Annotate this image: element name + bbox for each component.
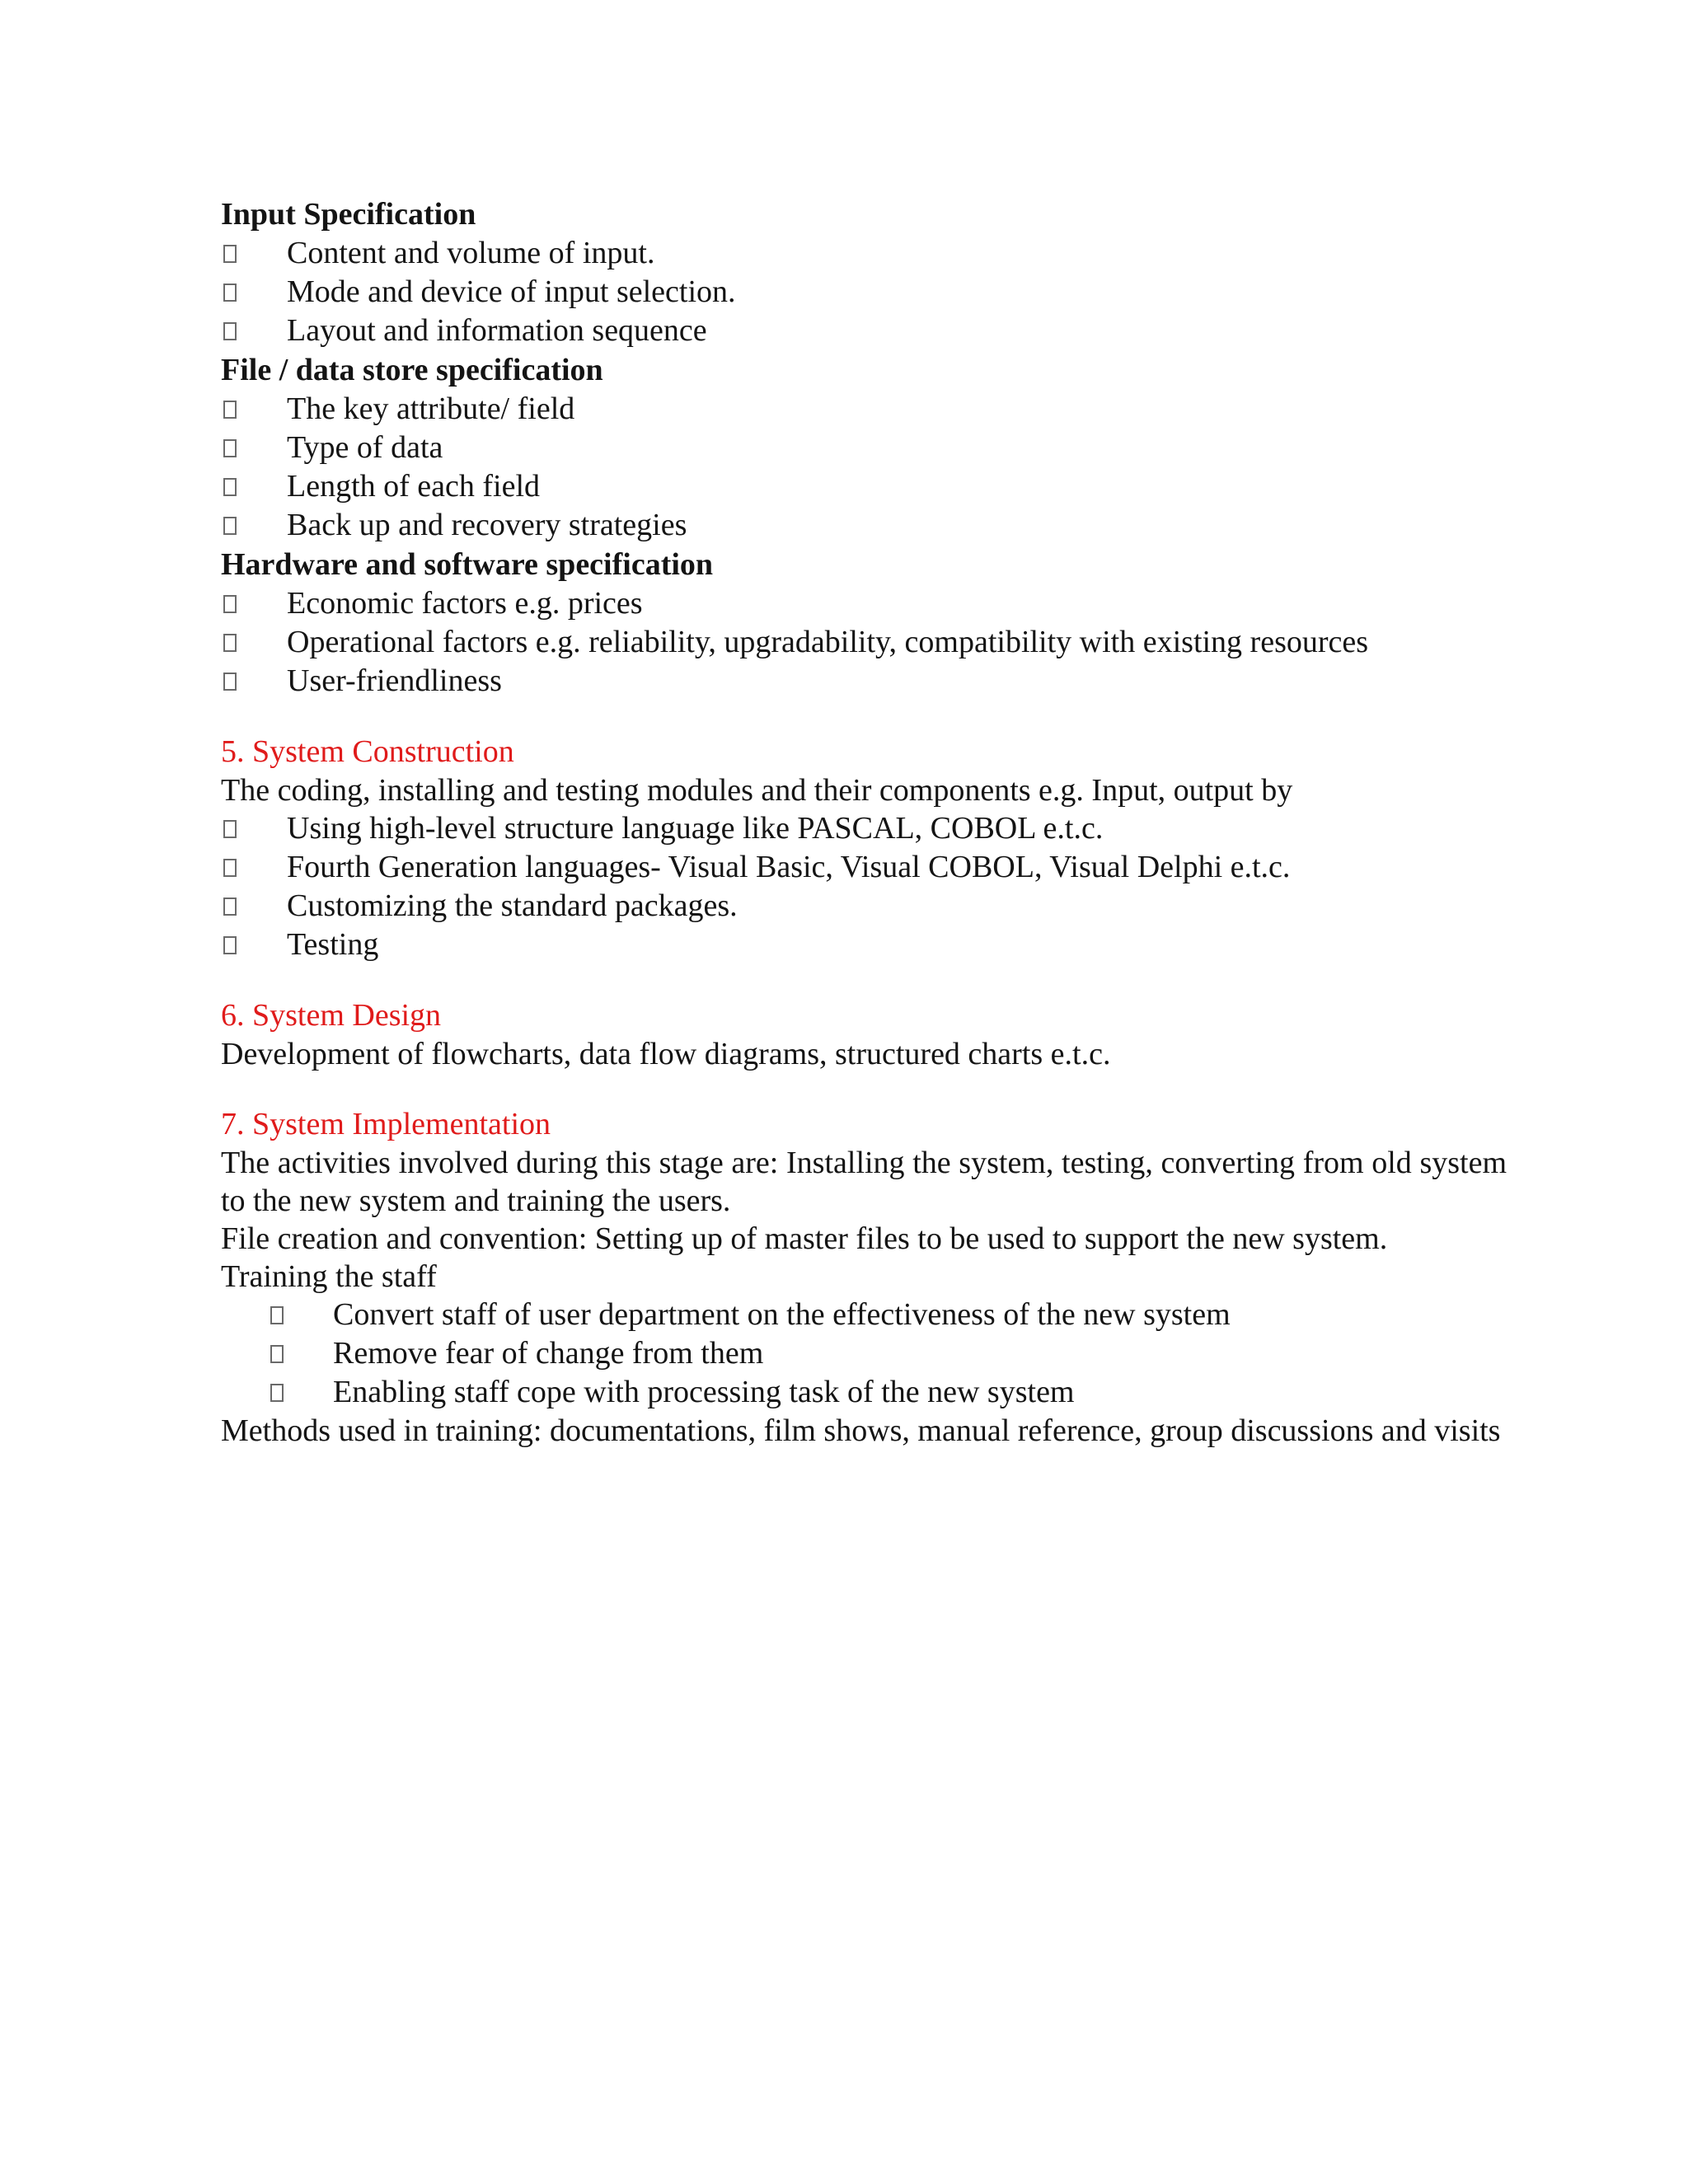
list-item-text: Customizing the standard packages. [287, 888, 738, 923]
construction-intro: The coding, installing and testing modules and their components e.g. Input, output by [221, 773, 1293, 808]
list-item-text: Operational factors e.g. reliability, upgradability, compatibility with existing resources [287, 625, 1369, 659]
checkbox-bullet-icon [223, 284, 237, 302]
list-item-text: Fourth Generation languages- Visual Basic, Visual COBOL, Visual Delphi e.t.c. [287, 850, 1291, 884]
list-item [221, 234, 1507, 273]
list-item-text: Economic factors e.g. prices [287, 586, 643, 621]
checkbox-bullet-icon [223, 820, 237, 838]
list-item-text: Remove fear of change from them [333, 1336, 764, 1371]
list-item [221, 273, 1507, 312]
list-item [221, 429, 1507, 467]
implementation-section-title: 7. System Implementation [221, 1107, 551, 1141]
checkbox-bullet-icon [223, 634, 237, 652]
checkbox-bullet-icon [223, 898, 237, 916]
checkbox-bullet-icon [223, 517, 237, 535]
implementation-paragraph: The activities involved during this stage are: Installing the system, testing, converting from old system to the new system and training the users. [221, 1146, 1507, 1218]
checkbox-bullet-icon [223, 439, 237, 457]
checkbox-bullet-icon [223, 936, 237, 954]
list-item-text: User-friendliness [287, 663, 502, 698]
list-item [221, 662, 1507, 701]
list-item-text: Content and volume of input. [287, 236, 655, 270]
list-item [221, 809, 1507, 848]
training-label: Training the staff [221, 1259, 437, 1294]
list-item-text: Using high-level structure language like PASCAL, COBOL e.t.c. [287, 811, 1104, 846]
list-item [221, 584, 1507, 623]
design-section-title: 6. System Design [221, 998, 442, 1033]
input-spec-list [221, 234, 1507, 350]
checkbox-bullet-icon [223, 859, 237, 877]
checkbox-bullet-icon [223, 322, 237, 340]
checkbox-bullet-icon [270, 1306, 284, 1324]
checkbox-bullet-icon [270, 1384, 284, 1402]
list-item [221, 312, 1507, 350]
list-item-text: Layout and information sequence [287, 313, 707, 348]
list-item-text: Back up and recovery strategies [287, 508, 687, 542]
input-spec-heading: Input Specification [221, 197, 476, 232]
list-item-text: Enabling staff cope with processing task of the new system [333, 1375, 1075, 1409]
list-item [221, 623, 1507, 662]
list-item-text: Type of data [287, 430, 443, 465]
list-item-text: The key attribute/ field [287, 391, 575, 426]
training-methods-paragraph: Methods used in training: documentations, film shows, manual reference, group discussions and visits [221, 1413, 1501, 1448]
checkbox-bullet-icon [270, 1345, 284, 1363]
checkbox-bullet-icon [223, 673, 237, 691]
list-item [221, 926, 1507, 964]
list-item [221, 1296, 1507, 1334]
checkbox-bullet-icon [223, 401, 237, 419]
list-item [221, 506, 1507, 545]
file-spec-list [221, 390, 1507, 545]
checkbox-bullet-icon [223, 478, 237, 496]
list-item [221, 390, 1507, 429]
list-item [221, 1373, 1507, 1412]
training-list [221, 1296, 1507, 1412]
construction-section-title: 5. System Construction [221, 734, 514, 769]
list-item [221, 848, 1507, 887]
list-item [221, 887, 1507, 926]
document-content [221, 194, 1507, 1450]
checkbox-bullet-icon [223, 245, 237, 263]
hw-spec-heading: Hardware and software specification [221, 547, 714, 582]
construction-list [221, 809, 1507, 964]
design-text: Development of flowcharts, data flow diagrams, structured charts e.t.c. [221, 1037, 1111, 1071]
checkbox-bullet-icon [223, 595, 237, 613]
file-spec-heading: File / data store specification [221, 353, 603, 387]
file-creation-paragraph: File creation and convention: Setting up of master files to be used to support the new system. [221, 1221, 1388, 1256]
list-item-text: Convert staff of user department on the effectiveness of the new system [333, 1297, 1231, 1332]
list-item-text: Testing [287, 927, 379, 962]
list-item-text: Mode and device of input selection. [287, 274, 736, 309]
list-item-text: Length of each field [287, 469, 541, 504]
hw-spec-list [221, 584, 1507, 701]
list-item [221, 1334, 1507, 1373]
list-item [221, 467, 1507, 506]
